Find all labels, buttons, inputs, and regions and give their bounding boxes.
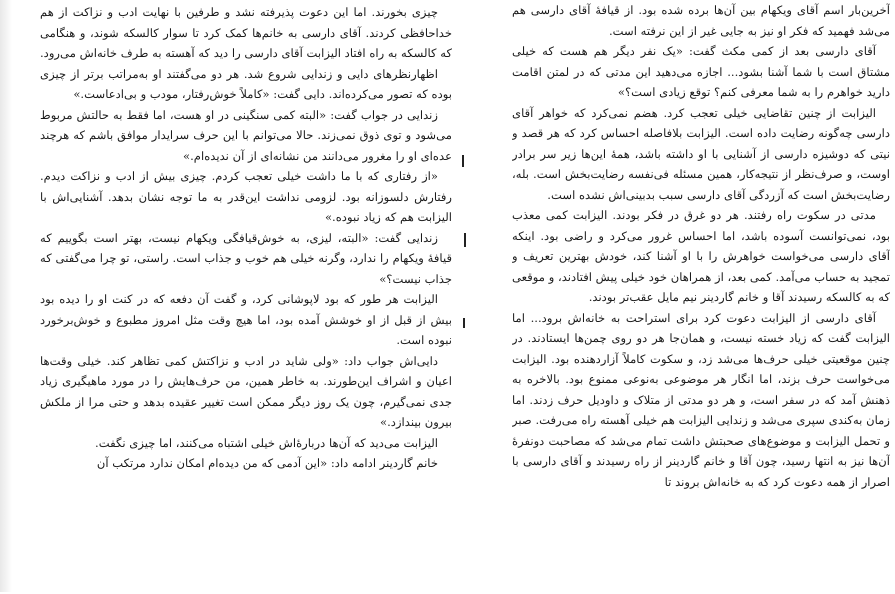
right-paragraph: آقای دارسی از الیزابت دعوت کرد برای استراحت به خانه‌اش برود... اما الیزابت گفت که زیاد خسته نیست، و همان‌جا هر دو روی چمن‌ها ایستادند. در چنین موقعیتی خیلی حرف‌ها می‌شد زد، و سکوت کاملاً آزاردهنده بود. الیزابت می‌خواست حرف بزند، اما انگار هر موضوعی به‌نوعی ممنوع بود. بالاخره به ذهنش آمد که در سفر است، و هر دو مدتی از متلاک و داودیل حرف زدند. اما زمان به‌کندی سپری می‌شد و زندایی الیزابت هم خیلی آهسته راه می‌رفت. صبر و تحمل الیزابت و موضوع‌های صحبتش داشت تمام می‌شد که مصاحبت دونفرهٔ آن‌ها نیز به انتها رسید، چون آقا و خانم گاردینر از راه رسیدند و آقای دارسی با اصرار از همه دعوت کرد که به خانه‌اش بروند تا <box>512 310 890 489</box>
right-paragraph: آقای دارسی بعد از کمی مکث گفت: «یک نفر دیگر هم هست که خیلی مشتاق است با شما آشنا بشود... اجازه می‌دهید این مدتی که در لمتن اقامت دارید خواهرم را به شما معرفی کنم؟ توقع زیادی است؟» <box>512 44 890 99</box>
gutter-mark <box>463 318 465 328</box>
page-gutter <box>455 0 505 592</box>
page-edge-shadow <box>0 0 12 592</box>
left-paragraph: الیزابت هر طور که بود لاپوشانی کرد، و گفت آن دفعه که در کنت او را دیده بود بیش از قبل از او خوشش آمده بود، اما هیچ وقت مثل امروز مطبوع و خوش‌برخورد نبوده است. <box>40 292 452 347</box>
left-paragraph: اظهارنظرهای دایی و زندایی شروع شد. هر دو می‌گفتند او به‌مراتب برتر از چیزی بوده که تصور می‌کرده‌اند. دایی گفت: «کاملاً خوش‌رفتار، مودب و بی‌ادعاست.» <box>40 66 452 101</box>
left-paragraph: زندایی گفت: «البته، لیزی، به خوش‌قیافگی ویکهام نیست، بهتر است بگوییم که قیافهٔ ویکهام را ندارد، وگرنه خیلی هم خوب و جذاب است. راستی، تو چرا می‌گفتی که جذاب نیست؟» <box>40 230 452 286</box>
gutter-mark <box>464 233 466 247</box>
right-paragraph: آخرین‌بار اسم آقای ویکهام بین آن‌ها برده شده بود. از قیافهٔ آقای دارسی هم می‌شد فهمید که فکر او نیز به جایی غیر از این نرفته است. <box>512 3 890 38</box>
right-paragraph: مدتی در سکوت راه رفتند. هر دو غرق در فکر بودند. الیزابت کمی معذب بود، نمی‌توانست آسوده باشد، اما احساس غرور می‌کرد و راضی بود. اینکه آقای دارسی می‌خواست خواهرش را با او آشنا کند، خودش بهترین تعریف و تمجید به حساب می‌آمد. کمی بعد، از همراهان خود خیلی پیش افتادند، و موقعی که به کالسکه رسیدند آقا و خانم گاردینر نیم مایل عقب‌تر بودند. <box>512 208 890 304</box>
right-page <box>512 0 890 592</box>
left-paragraph: خانم گاردینر ادامه داد: «این آدمی که من دیده‌ام امکان ندارد مرتکب آن <box>96 456 438 470</box>
left-paragraph: دایی‌اش جواب داد: «ولی شاید در ادب و نزاکتش کمی تظاهر کند. خیلی وقت‌ها اعیان و اشراف این‌طورند. به خاطر همین، من حرف‌هایش را در مورد ماهیگیری زیاد جدی نمی‌گیرم، چون یک روز دیگر ممکن است تغییر عقیده بدهد و حتی مرا از ملکش بیرون بیندازد.» <box>40 353 452 429</box>
right-paragraph: الیزابت از چنین تقاضایی خیلی تعجب کرد. هضم نمی‌کرد که خواهر آقای دارسی چه‌گونه رضایت داده است. الیزابت بلافاصله احساس کرد که هر قصد و نیتی که دوشیزه دارسی از آشنایی با او داشته باشد، همهٔ این‌ها زیر سر برادر اوست، و صرف‌نظر از نتیجه‌کار، همین مسئله فی‌نفسه رضایت‌بخش است. بله، رضایت‌بخش است که آزردگی آقای دارسی سبب بدبینی‌اش نشده است. <box>512 105 890 202</box>
left-paragraph: «از رفتاری که با ما داشت خیلی تعجب کردم. چیزی بیش از ادب و نزاکت دیدم. رفتارش دلسوزانه بود. لزومی نداشت این‌قدر به ما توجه نشان بدهد. آشنایی‌اش با الیزابت هم که زیاد نبوده.» <box>40 169 452 224</box>
gutter-mark <box>462 155 464 167</box>
left-paragraph: زندایی در جواب گفت: «البته کمی سنگینی در او هست، اما فقط به حالتش مربوط می‌شود و توی ذوق نمی‌زند. حالا می‌توانم با این حرف سرایدار موافق باشم که هرچند عده‌ای او را مغرور می‌دانند من نشانه‌ای از آن ندیده‌ام.» <box>40 107 452 163</box>
left-page <box>40 0 452 594</box>
left-paragraph: چیزی بخورند. اما این دعوت پذیرفته نشد و طرفین با نهایت ادب و نزاکت از هم خداحافظی کردند. آقای دارسی به خانم‌ها کمک کرد تا سوار کالسکه شوند، و هنگامی که کالسکه به راه افتاد الیزابت آقای دارسی را دید که آهسته به طرف خانه‌اش می‌رود. <box>40 5 452 60</box>
left-paragraph: الیزابت می‌دید که آن‌ها دربارهٔ‌اش خیلی اشتباه می‌کنند، اما چیزی نگفت. <box>95 435 438 450</box>
